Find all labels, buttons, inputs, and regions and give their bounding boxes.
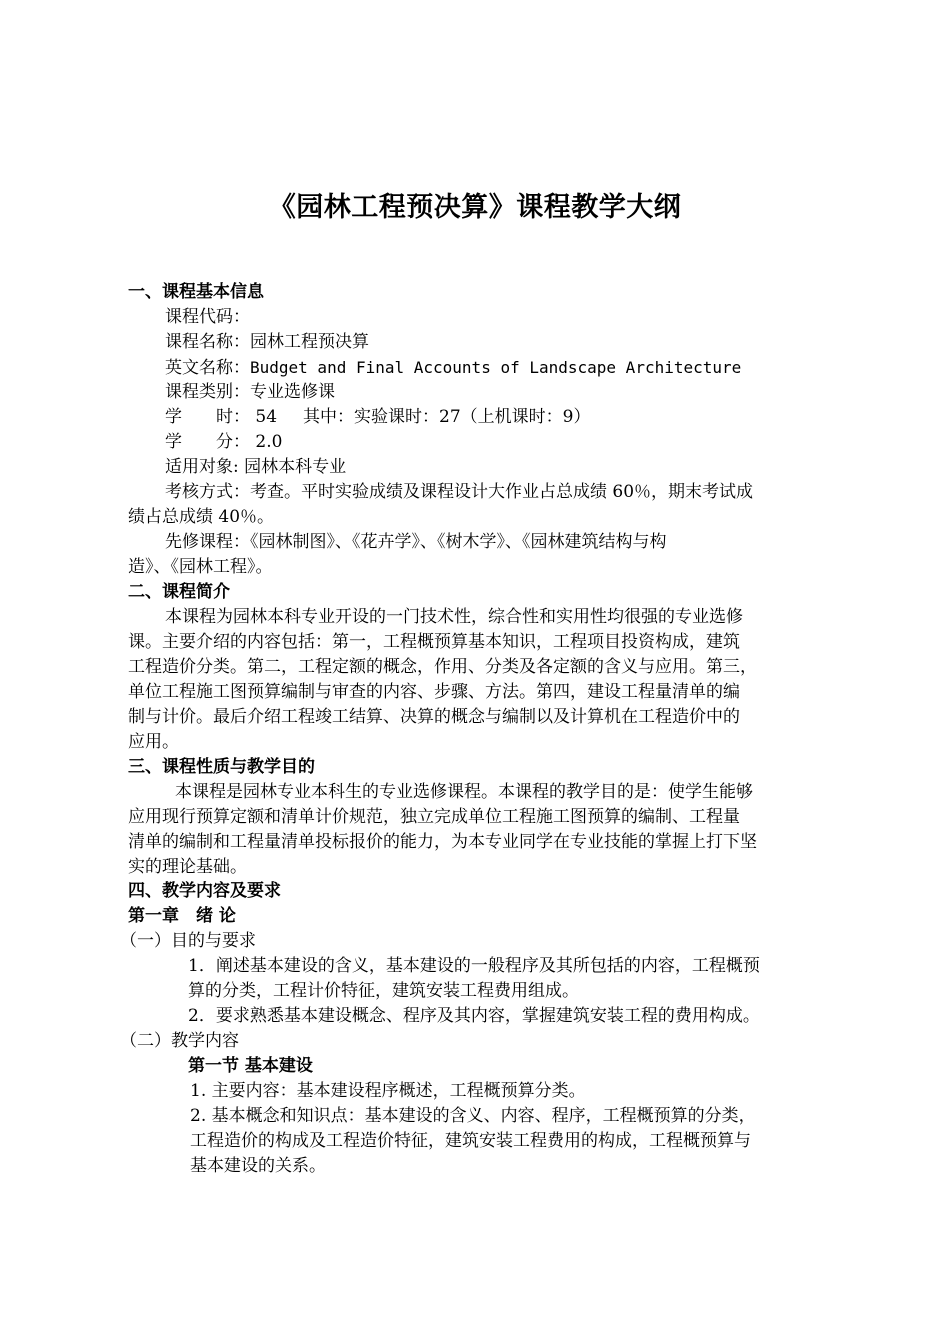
subsection-goals: （一）目的与要求 — [120, 931, 256, 951]
assessment-line-2: 绩占总成绩 40％。 — [128, 507, 275, 527]
hours-value: 54 — [255, 407, 278, 427]
english-name-value: Budget and Final Accounts of Landscape Architecture — [250, 358, 742, 377]
intro-line: 应用。 — [128, 732, 179, 752]
document-title: 《园林工程预决算》课程教学大纲 — [268, 192, 682, 223]
section-heading-nature-purpose: 三、课程性质与教学目的 — [128, 757, 315, 777]
prerequisites-line-1: 先修课程：《园林制图》、《花卉学》、《树木学》、《园林建筑结构与构 — [165, 532, 667, 552]
course-category: 课程类别：专业选修课 — [165, 382, 335, 402]
intro-line: 本课程为园林本科专业开设的一门技术性，综合性和实用性均很强的专业选修 — [165, 607, 743, 627]
requirement-1-line-2: 算的分类，工程计价特征，建筑安装工程费用组成。 — [188, 981, 579, 1001]
english-name-row — [165, 355, 741, 381]
credits-value: 2.0 — [255, 432, 283, 452]
intro-line: 课。主要介绍的内容包括：第一，工程概预算基本知识，工程项目投资构成，建筑 — [128, 632, 740, 652]
english-name-label: 英文名称： — [165, 358, 250, 378]
section-heading-basic-info: 一、课程基本信息 — [128, 282, 264, 302]
chapter-heading: 第一章 绪 论 — [128, 906, 236, 926]
section-heading-introduction: 二、课程简介 — [128, 582, 230, 602]
content-item-2-line-1: 2. 基本概念和知识点：基本建设的含义、内容、程序，工程概预算的分类， — [190, 1106, 756, 1126]
course-code: 课程代码： — [165, 307, 250, 327]
course-name: 课程名称：园林工程预决算 — [165, 332, 369, 352]
section-heading-content: 四、教学内容及要求 — [128, 881, 281, 901]
target-audience: 适用对象: 园林本科专业 — [165, 457, 347, 477]
node-heading: 第一节 基本建设 — [188, 1056, 313, 1076]
content-item-2-line-3: 基本建设的关系。 — [190, 1156, 326, 1176]
prerequisites-line-2: 造》、《园林工程》。 — [128, 557, 273, 577]
purpose-line: 本课程是园林专业本科生的专业选修课程。本课程的教学目的是：使学生能够 — [175, 782, 753, 802]
purpose-line: 清单的编制和工程量清单投标报价的能力，为本专业同学在专业技能的掌握上打下坚 — [128, 832, 757, 852]
requirement-2: 2．要求熟悉基本建设概念、程序及其内容，掌握建筑安装工程的费用构成。 — [188, 1006, 760, 1026]
assessment-line-1: 考核方式：考查。平时实验成绩及课程设计大作业占总成绩 60％，期末考试成 — [165, 482, 754, 502]
hours-row — [165, 405, 591, 430]
credits-row — [165, 430, 282, 455]
subsection-teaching-content: （二）教学内容 — [120, 1031, 239, 1051]
intro-line: 制与计价。最后介绍工程竣工结算、决算的概念与编制以及计算机在工程造价中的 — [128, 707, 740, 727]
credits-label: 学 分： — [165, 432, 250, 452]
content-item-1: 1. 主要内容：基本建设程序概述，工程概预算分类。 — [190, 1081, 586, 1101]
purpose-line: 实的理论基础。 — [128, 857, 247, 877]
hours-label: 学 时： — [165, 407, 250, 427]
hours-detail: 其中：实验课时：27（上机课时：9） — [303, 407, 591, 427]
intro-line: 单位工程施工图预算编制与审查的内容、步骤、方法。第四，建设工程量清单的编 — [128, 682, 740, 702]
intro-line: 工程造价分类。第二，工程定额的概念，作用、分类及各定额的含义与应用。第三， — [128, 657, 757, 677]
requirement-1-line-1: 1．阐述基本建设的含义，基本建设的一般程序及其所包括的内容，工程概预 — [188, 956, 760, 976]
content-item-2-line-2: 工程造价的构成及工程造价特征，建筑安装工程费用的构成，工程概预算与 — [190, 1131, 751, 1151]
purpose-line: 应用现行预算定额和清单计价规范，独立完成单位工程施工图预算的编制、工程量 — [128, 807, 740, 827]
